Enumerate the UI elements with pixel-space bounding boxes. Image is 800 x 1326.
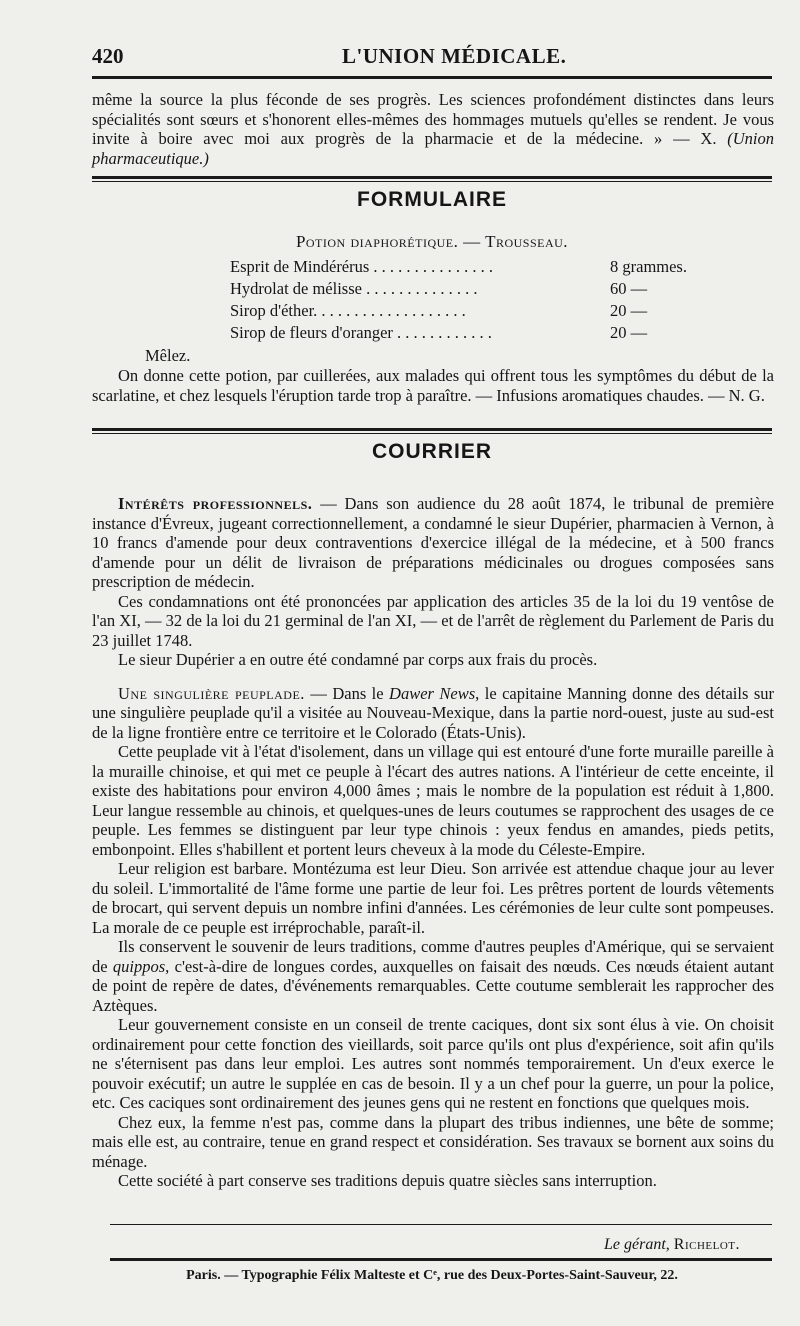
section-rule-formulaire: [92, 176, 772, 179]
religion-paragraph: Leur religion est barbare. Montézuma est leur Dieu. Son arrivée est attendue chaque jour au lever du soleil. L'immortalité de l'âme forme une partie de leur foi. Les prêtres portent de lourds vêtements de brocart, qui servent depuis un nombre infini d'années. Les cérémonies de leur culte sont pompeuses. La morale de ce peuple est irréprochable, paraît-il.: [92, 859, 774, 937]
isolement-paragraph: Cette peuplade vit à l'état d'isolement, dans un village qui est entouré d'une forte muraille pareille à la muraille chinoise, et qui met ce peuple à l'écart des autres nations. A l'intérieur de cette enceinte, il existe des habitations pour environ 4,000 âmes ; mais le nombre de la population est réduit à 1,800. Leur langue ressemble au chinois, et quelques-unes de leurs coutumes se rapprochent des usages de ce peuple. Les femmes se distinguent par leur type chinois : yeux fendus en amandes, pieds petits, embonpoint. Elles s'habillent et portent leurs cheveux à la mode du Céleste-Empire.: [92, 742, 774, 859]
courrier-body: [92, 494, 774, 1191]
printer-imprint: Paris. — Typographie Félix Malteste et Cᵉ, rue des Deux-Portes-Saint-Sauveur, 22.: [186, 1268, 678, 1283]
gouvernement-paragraph: Leur gouvernement consiste en un conseil de trente caciques, dont six sont élus à vie. On choisit ordinairement pour cette fonction des vieillards, soit parce qu'ils ont plus d'expérience, soit afin qu'ils ne s'éternisent pas dans leur emploi. Les autres sont nommés temporairement. Un d'eux exerce le pouvoir exécutif; un autre le supplée en cas de besoin. Il y a un chef pour la guerre, un pour la police, etc. Ces caciques sont ordinairement des jeunes gens qui ne restent en fonctions que quelques mois.: [92, 1015, 774, 1112]
condamnations-paragraph: Ces condamnations ont été prononcées par application des articles 35 de la loi du 19 ventôse de l'an XI, — 32 de la loi du 21 germinal de l'an XI, — et de l'arrêt de règlement du Parlement de Paris du 23 juillet 1748.: [92, 591, 774, 650]
gerant-signature: Le gérant, Richelot.: [604, 1236, 740, 1253]
formula-subtitle: Potion diaphorétique. — Trousseau.: [295, 232, 569, 251]
running-head: L'UNION MÉDICALE.: [342, 44, 567, 68]
formulaire-title: FORMULAIRE: [357, 188, 507, 211]
traditions-paragraph: Ils conservent le souvenir de leurs traditions, comme d'autres peuples d'Amérique, qui se servaient de quippos, c'est-à-dire de longues cordes, auxquelles on faisait des nœuds. Ces nœuds étaient autant de point de repère de dates, d'événements remarquables. Cette coutume semblerait les rapprocher des Aztèques.: [92, 937, 774, 1015]
courrier-title: COURRIER: [371, 440, 492, 463]
ingredient-list: [230, 256, 720, 344]
ingredient-row: Hydrolat de mélisse . . . . . . . . . . . . . . 60 —: [230, 279, 648, 298]
peuplade-label: Une singulière peuplade.: [118, 683, 305, 703]
section-rule-courrier-thin: [92, 433, 772, 434]
ingredient-row: Sirop d'éther. . . . . . . . . . . . . . . . . . . 20 —: [230, 301, 648, 320]
section-rule-courrier: [92, 428, 772, 431]
intro-text: même la source la plus féconde de ses progrès. Les sciences profondément distinctes dans leurs spécialités sont sœurs et s'honorent elles-mêmes des hommages mutuels qu'elles se rendent. Je vous invite à boire avec moi aux progrès de la pharmacie et de la médecine. » — X.: [92, 90, 774, 148]
intro-source: (Union pharmaceutique.): [92, 129, 774, 168]
femme-paragraph: Chez eux, la femme n'est pas, comme dans la plupart des tribus indiennes, une bête de somme; mais elle est, au contraire, tenue en grand respect et considération. Ses travaux se bornent aux soins du ménage.: [92, 1112, 774, 1171]
conclusion-paragraph: Cette société à part conserve ses traditions depuis quatre siècles sans interruption.: [118, 1171, 657, 1190]
interets-label: Intérêts professionnels.: [118, 494, 313, 513]
page-number: 420: [92, 44, 124, 68]
footer-rule: [110, 1258, 772, 1261]
intro-paragraph: [92, 90, 774, 168]
ingredient-row: Esprit de Mindérérus . . . . . . . . . . . . . . . 8 grammes.: [230, 257, 687, 276]
page-header: [92, 40, 770, 68]
section-rule-formulaire-thin: [92, 181, 772, 182]
footer-rule-top: [110, 1224, 772, 1225]
interets-paragraph: Intérêts professionnels. — Dans son audience du 28 août 1874, le tribunal de première instance d'Évreux, jugeant correctionnellement, a condamné le sieur Dupérier, pharmacien à Vernon, à 10 francs d'amende pour deux contraventions d'exercice illégal de la médecine, et à 500 francs d'amende pour un délit de livraison de préparations médicinales ou drogues composées sans prescription de médecin.: [92, 494, 774, 591]
formula-instructions: On donne cette potion, par cuillerées, aux malades qui offrent tous les symptômes du début de la scarlatine, et chez lesquels l'éruption tarde trop à paraître. — Infusions aromatiques chaudes. — N. G.: [92, 366, 774, 405]
ingredient-row: Sirop de fleurs d'oranger . . . . . . . . . . . . 20 —: [230, 323, 648, 342]
peuplade-paragraph: Une singulière peuplade. — Dans le Dawer News, le capitaine Manning donne des détails sur une singulière peuplade qu'il a visitée au Nouveau-Mexique, dans la partie nord-ouest, juste au sud-est de la ligne frontière entre ce territoire et le Colorado (États-Unis).: [92, 683, 775, 742]
header-rule: [92, 76, 772, 79]
frais-paragraph: Le sieur Dupérier a en outre été condamné par corps aux frais du procès.: [118, 650, 598, 669]
melez-line: Mêlez.: [145, 346, 191, 365]
